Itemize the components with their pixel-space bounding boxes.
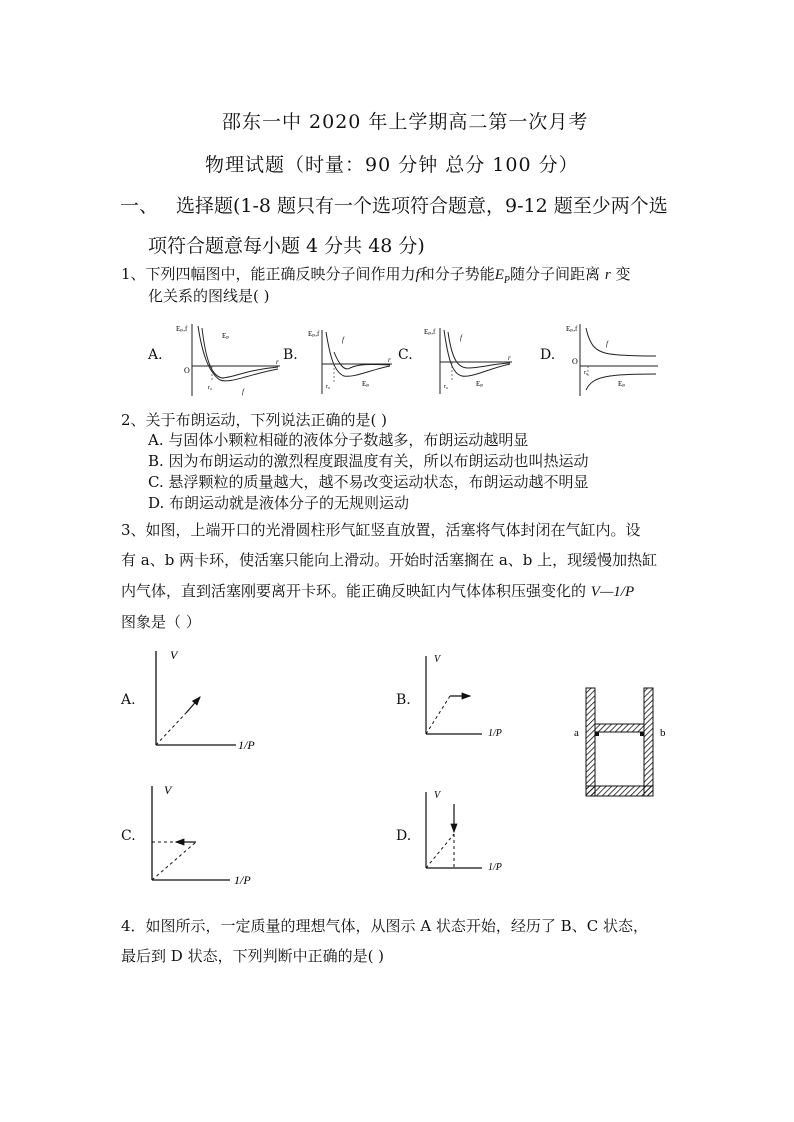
q1b-r0: r₀ [326, 384, 331, 390]
cylinder-label-a: a [574, 727, 579, 739]
q2-option-b: B. 因为布朗运动的激烈程度跟温度有关，所以布朗运动也叫热运动 [148, 452, 589, 470]
q2-option-c: C. 悬浮颗粒的质量越大，越不易改变运动状态，布朗运动越不明显 [148, 473, 589, 491]
q1b-ep: Eₚ [362, 380, 370, 388]
q1-option-c-label: C. [398, 347, 413, 363]
q1a-axis-label: Eₚ,f [176, 325, 188, 333]
q1-option-a-label: A. [148, 347, 163, 363]
q3c-axis-p: 1/P [234, 873, 251, 887]
q3a-axis-v: V [170, 648, 178, 662]
q3-option-d-label: D. [396, 828, 412, 844]
q3-stem-line2: 有 a、b 两卡环，使活塞只能向上滑动。开始时活塞搁在 a、b 上，现缓慢加热缸 [121, 551, 658, 569]
exam-subtitle: 物理试题（时量：90 分钟 总分 100 分） [205, 154, 579, 176]
q4-stem-line2: 最后到 D 状态，下列判断中正确的是( ) [121, 947, 385, 965]
q1a-origin: O [184, 366, 190, 375]
q3d-axis-v: V [434, 790, 441, 801]
q1a-r0: r₀ [208, 385, 213, 391]
q1b-axis-label: Eₚ,f [308, 330, 320, 338]
q1-stem-line1: 1、下列四幅图中，能正确反映分子间作用力f和分子势能$E_P$随分子间距离 r 变 [121, 265, 631, 286]
q4-stem-line1: 4．如图所示，一定质量的理想气体，从图示 A 状态开始，经历了 B、C 状态， [121, 917, 648, 935]
q1a-ep: Eₚ [222, 332, 230, 340]
q2-option-d: D. 布朗运动就是液体分子的无规则运动 [148, 494, 410, 512]
q1a-r: r [276, 358, 279, 366]
q1d-f: f [606, 340, 608, 348]
q1-graph-a [170, 322, 282, 398]
q1d-axis-label: Eₚ,f [566, 325, 578, 333]
q1d-origin: O [572, 357, 578, 366]
q1-option-b-label: B. [283, 347, 298, 363]
q1-stem-line2: 化关系的图线是( ) [148, 287, 270, 305]
q3-graph-d [420, 788, 530, 878]
q3-stem-line3: 内气体，直到活塞刚要离开卡环。能正确反映缸内气体体积压强变化的 V—1/P [121, 582, 635, 600]
q2-option-a: A. 与固体小颗粒相碰的液体分子数越多，布朗运动越明显 [148, 431, 529, 449]
q1d-r0: r₀ [584, 370, 589, 376]
q3-option-a-label: A. [121, 692, 136, 708]
q1-graph-d [562, 322, 660, 398]
q1c-r: r [508, 354, 511, 362]
q1d-ep: Eₚ [618, 380, 626, 388]
q3a-axis-p: 1/P [238, 738, 255, 752]
q1-graph-b [304, 326, 394, 396]
section-heading-line2: 项符合题意每小题 4 分共 48 分) [148, 235, 425, 257]
q2-stem: 2、关于布朗运动，下列说法正确的是( ) [121, 411, 388, 429]
q3b-axis-p: 1/P [488, 728, 502, 739]
q1-option-d-label: D. [540, 347, 556, 363]
q1b-r: r [388, 356, 391, 364]
cylinder-label-b: b [660, 727, 666, 739]
q3-stem-line4: 图象是（ ） [121, 613, 201, 631]
q3-stem-line1: 3、如图，上端开口的光滑圆柱形气缸竖直放置，活塞将气体封闭在气缸内。设 [121, 521, 641, 539]
q1c-r0: r₀ [444, 384, 449, 390]
q3-option-c-label: C. [121, 828, 136, 844]
q1c-axis-label: Eₚ,f [424, 328, 436, 336]
q3-graph-c [146, 782, 270, 892]
q3-option-b-label: B. [396, 692, 411, 708]
q3b-axis-v: V [434, 654, 441, 665]
q1b-f: f [342, 336, 344, 344]
q1-graph-c [420, 324, 516, 396]
section-heading-line1: 选择题(1-8 题只有一个选项符合题意，9-12 题至少两个选 [176, 195, 668, 217]
q3-graph-a [150, 645, 270, 755]
section-number: 一、 [120, 195, 159, 217]
q3c-axis-v: V [164, 783, 172, 797]
q3d-axis-p: 1/P [488, 862, 502, 873]
q3-graph-b [420, 652, 530, 744]
exam-title: 邵东一中 2020 年上学期高二第一次月考 [222, 111, 589, 133]
cylinder-diagram [570, 686, 680, 798]
q1a-f: f [242, 388, 244, 396]
q1c-ep: Eₚ [476, 380, 484, 388]
q1c-f: f [460, 334, 462, 342]
